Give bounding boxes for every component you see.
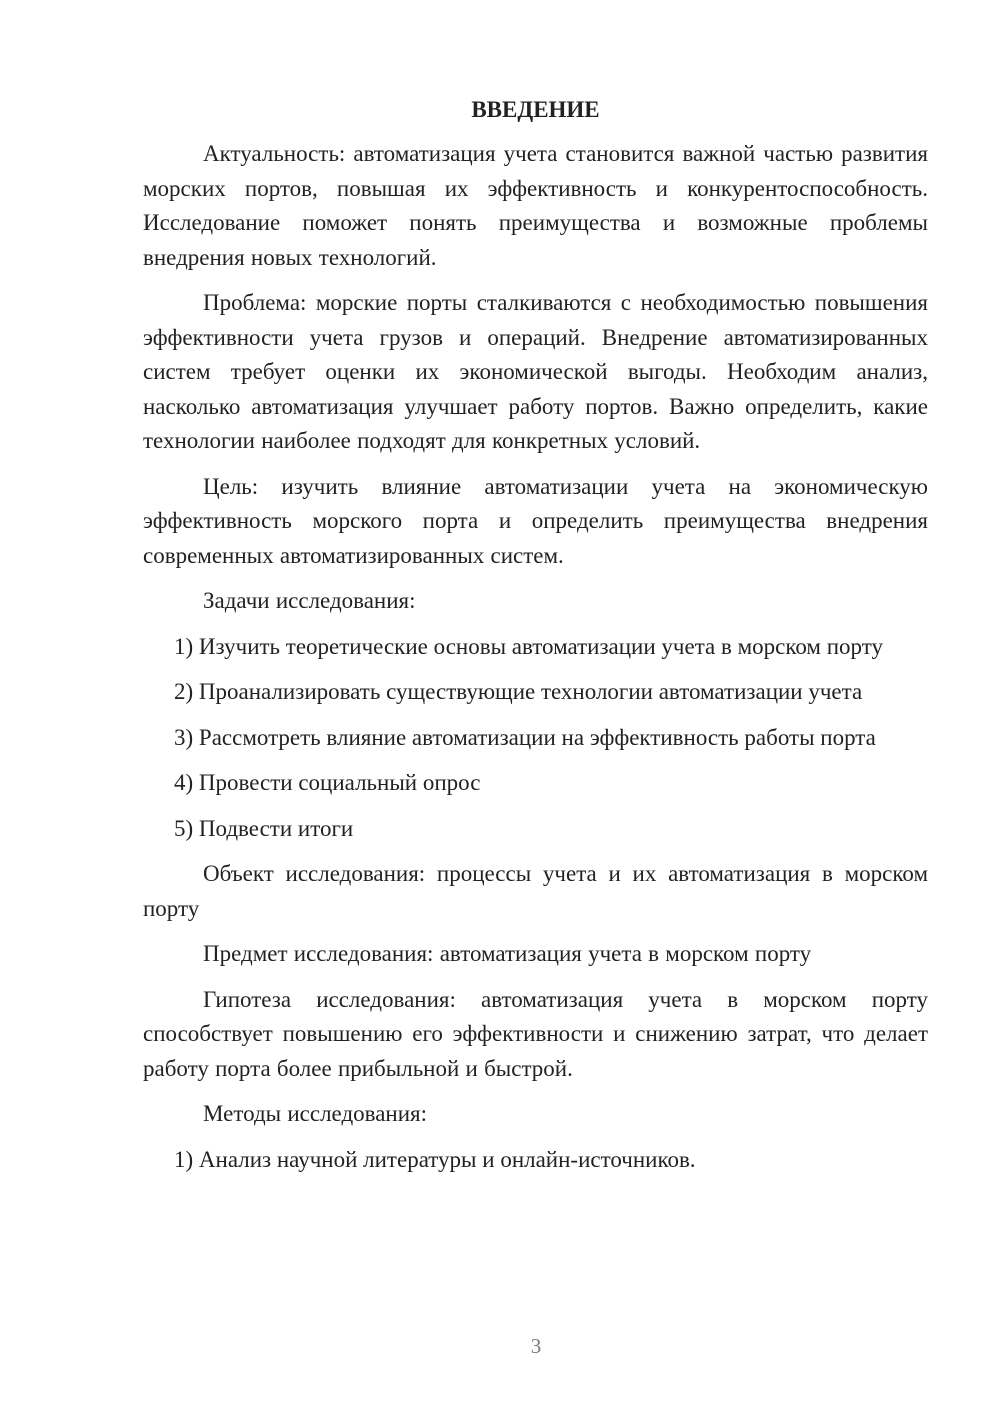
paragraph-subject: Предмет исследования: автоматизация учета в морском порту bbox=[203, 941, 812, 966]
paragraph-goal: Цель: изучить влияние автоматизации учета на экономическую эффективность морского порта и определить преимущества внедрения современных автоматизированных систем. bbox=[143, 473, 928, 568]
paragraph-problem: Проблема: морские порты сталкиваются с необходимостью повышения эффективности учета грузов и операций. Внедрение автоматизированных систем требует оценки их экономической выгоды. Необходим анализ, насколько автоматизация улучшает работу портов. Важно определить, какие технологии наиболее подходят для конкретных условий. bbox=[143, 290, 928, 453]
paragraph-relevance: Актуальность: автоматизация учета становится важной частью развития морских портов, повышая их эффективность и конкурентоспособность. Исследование поможет понять преимущества и возможные проблемы внедрения новых технологий. bbox=[143, 141, 928, 270]
methods-title: Методы исследования: bbox=[203, 1101, 428, 1126]
task-item-1: 1) Изучить теоретические основы автоматизации учета в морском порту bbox=[174, 633, 883, 659]
page-number: 3 bbox=[530, 1334, 542, 1358]
method-item-1: 1) Анализ научной литературы и онлайн-источников. bbox=[174, 1146, 696, 1172]
tasks-title: Задачи исследования: bbox=[203, 588, 416, 613]
task-item-3: 3) Рассмотреть влияние автоматизации на эффективность работы порта bbox=[174, 724, 876, 750]
section-heading: ВВЕДЕНИЕ bbox=[471, 97, 600, 122]
task-item-4: 4) Провести социальный опрос bbox=[174, 770, 481, 795]
paragraph-hypothesis: Гипотеза исследования: автоматизация учета в морском порту способствует повышению его эффективности и снижению затрат, что делает работу порта более прибыльной и быстрой. bbox=[143, 986, 928, 1081]
document-page bbox=[143, 95, 928, 1188]
paragraph-object: Объект исследования: процессы учета и их автоматизация в морском порту bbox=[143, 861, 928, 921]
task-item-5: 5) Подвести итоги bbox=[174, 815, 354, 841]
task-item-2: 2) Проанализировать существующие технологии автоматизации учета bbox=[174, 679, 863, 704]
